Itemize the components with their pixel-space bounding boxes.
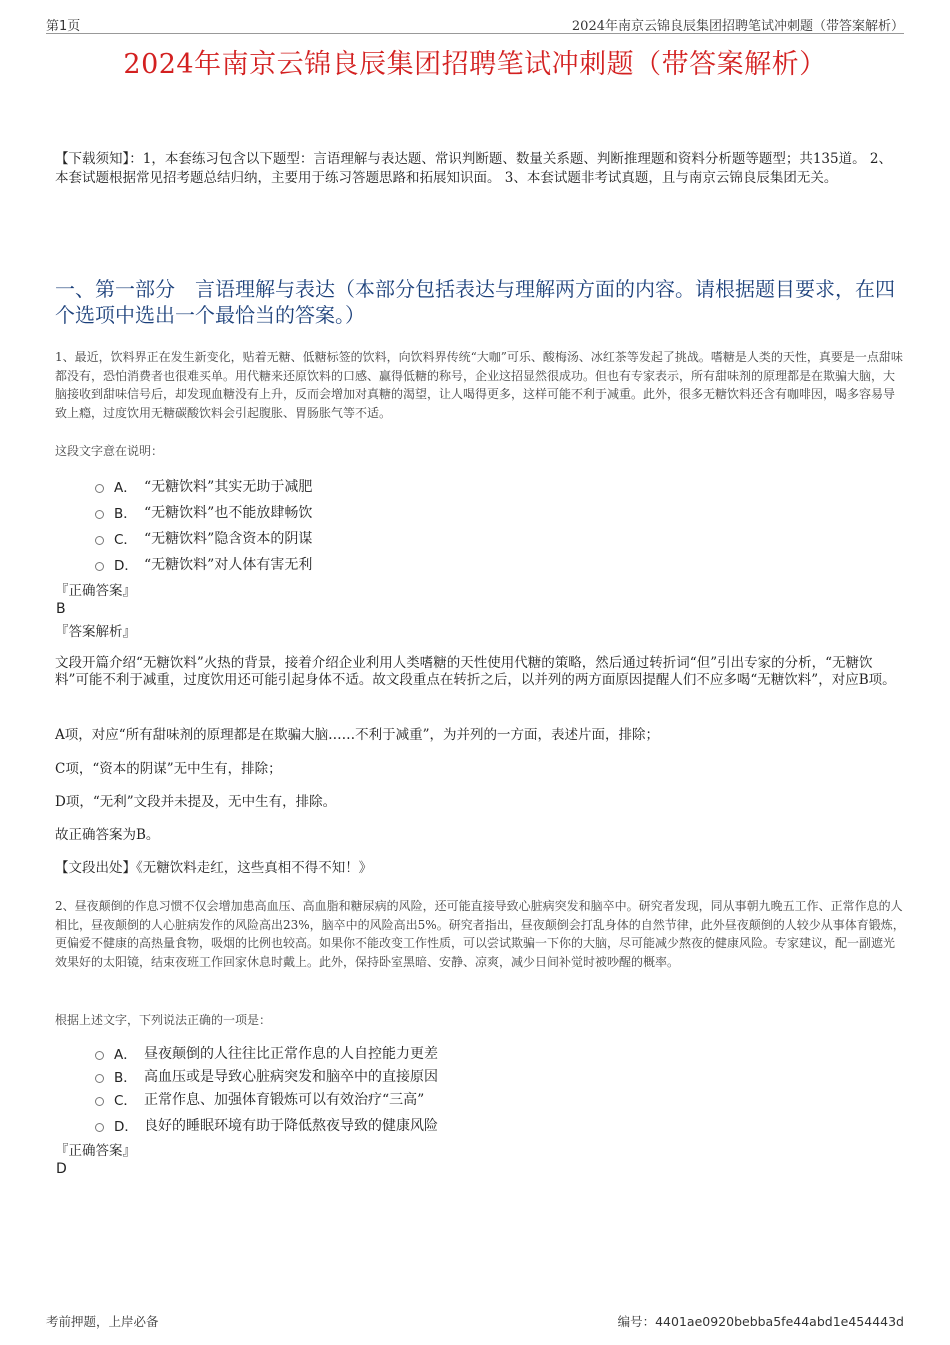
radio-icon[interactable] <box>95 536 104 545</box>
analysis-source: 【文段出处】《无糖饮料走红，这些真相不得不知！》 <box>55 860 373 876</box>
option-text: 良好的睡眠环境有助于降低熬夜导致的健康风险 <box>144 1118 438 1134</box>
question-2-option-d[interactable] <box>95 1112 595 1138</box>
question-1-option-d[interactable] <box>95 551 595 577</box>
question-1-options <box>95 473 595 577</box>
document-title: 2024年南京云锦良辰集团招聘笔试冲刺题（带答案解析） <box>123 49 827 80</box>
question-2-answer: D <box>56 1161 67 1177</box>
radio-icon[interactable] <box>95 1074 104 1083</box>
option-text: 高血压或是导致心脏病突发和脑卒中的直接原因 <box>144 1069 438 1085</box>
question-1-text: 1、最近，饮料界正在发生新变化，贴着无糖、低糖标签的饮料，向饮料界传统“大咖”可乐、酸梅汤、冰红茶等发起了挑战。嗜糖是人类的天性，真要是一点甜味都没有，恐怕消费者也很难买单。用代糖来还原饮料的口感、赢得低糖的称号，企业这招显然很成功。但也有专家表示，所有甜味剂的原理都是在欺骗大脑，大脑接收到甜味信号后，却发现血糖没有上升，反而会增加对真糖的渴望，让人喝得更多，这样可能不利于减重。此外，很多无糖饮料还含有咖啡因，喝多容易导致上瘾，过度饮用无糖碳酸饮料会引起腹胀、胃肠胀气等不适。 <box>55 350 903 420</box>
question-1-answer-label: 『正确答案』 <box>55 583 136 599</box>
analysis-paragraph: D项，“无利”文段并未提及，无中生有，排除。 <box>55 794 337 810</box>
radio-icon[interactable] <box>95 1123 104 1132</box>
option-letter: A． <box>114 1047 137 1063</box>
option-letter: C． <box>114 1093 137 1109</box>
question-1-option-b[interactable] <box>95 499 595 525</box>
question-2-text: 2、昼夜颠倒的作息习惯不仅会增加患高血压、高血脂和糖尿病的风险，还可能直接导致心脏病突发和脑卒中。研究者发现，同从事朝九晚五工作、正常作息的人相比，昼夜颠倒的人心脏病发作的风险高出23%，脑卒中的风险高出5%。研究者指出，昼夜颠倒会打乱身体的自然节律，此外昼夜颠倒的人较少从事体育锻炼，更偏爱不健康的高热量食物，吸烟的比例也较高。如果你不能改变工作性质，可以尝试欺骗一下你的大脑，尽可能减少熬夜的健康风险。专家建议，配一副遮光效果好的太阳镜，结束夜班工作回家休息时戴上。此外，保持卧室黑暗、安静、凉爽，减少日间补觉时被吵醒的概率。 <box>55 899 905 969</box>
page-header <box>46 14 904 34</box>
header-doc-title: 2024年南京云锦良辰集团招聘笔试冲刺题（带答案解析） <box>571 19 904 34</box>
radio-icon[interactable] <box>95 562 104 571</box>
footer-code <box>618 1312 904 1330</box>
question-2-prompt: 根据上述文字，下列说法正确的一项是： <box>55 1013 272 1027</box>
analysis-paragraph: C项，“资本的阴谋”无中生有，排除； <box>55 761 282 777</box>
option-letter: D． <box>114 1119 138 1135</box>
question-1-analysis-label: 『答案解析』 <box>55 624 136 640</box>
question-2-answer-label: 『正确答案』 <box>55 1143 136 1159</box>
radio-icon[interactable] <box>95 1051 104 1060</box>
section-heading: 一、第一部分 言语理解与表达（本部分包括表达与理解两方面的内容。请根据题目要求，在四个选项中选出一个最恰当的答案。） <box>55 277 895 327</box>
option-letter: C． <box>114 532 137 548</box>
question-1-answer: B <box>56 601 66 617</box>
option-text: 正常作息、加强体育锻炼可以有效治疗“三高” <box>144 1092 425 1108</box>
analysis-paragraph: 文段开篇介绍“无糖饮料”火热的背景，接着介绍企业利用人类嗜糖的天性使用代糖的策略，然后通过转折词“但”引出专家的分析，“无糖饮料”可能不利于减重，过度饮用还可能引起身体不适。故文段重点在转折之后，以并列的两方面原因提醒人们不应多喝“无糖饮料”，对应B项。 <box>55 655 896 688</box>
option-letter: A． <box>114 480 137 496</box>
option-letter: D． <box>114 558 138 574</box>
radio-icon[interactable] <box>95 484 104 493</box>
option-text: 昼夜颠倒的人往往比正常作息的人自控能力更差 <box>144 1046 438 1062</box>
analysis-paragraph: A项，对应“所有甜味剂的原理都是在欺骗大脑……不利于减重”，为并列的一方面，表述片面，排除； <box>55 727 660 743</box>
analysis-paragraph: 故正确答案为B。 <box>55 827 160 843</box>
radio-icon[interactable] <box>95 510 104 519</box>
question-1-option-a[interactable] <box>95 473 595 499</box>
option-text: “无糖饮料”也不能放肆畅饮 <box>144 505 313 521</box>
question-2-option-b[interactable] <box>95 1066 595 1086</box>
question-2-option-a[interactable] <box>95 1040 595 1066</box>
option-text: “无糖饮料”其实无助于减肥 <box>144 479 313 495</box>
question-1-prompt: 这段文字意在说明： <box>55 444 164 458</box>
download-notice: 【下载须知】：1，本套练习包含以下题型：言语理解与表达题、常识判断题、数量关系题、判断推理题和资料分析题等题型；共135道。 2、本套试题根据常见招考题总结归纳，主要用于练习答题思路和拓展知识面。 3、本套试题非考试真题，且与南京云锦良辰集团无关。 <box>55 151 892 186</box>
option-text: “无糖饮料”隐含资本的阴谋 <box>144 531 313 547</box>
option-letter: B． <box>114 1070 137 1086</box>
option-letter: B． <box>114 506 137 522</box>
footer-slogan: 考前押题，上岸必备 <box>46 1314 159 1329</box>
page-number: 第1页 <box>46 19 81 34</box>
question-2-option-c[interactable] <box>95 1086 595 1112</box>
question-2-options <box>95 1040 595 1138</box>
footer-code-value: 4401ae0920bebba5fe44abd1e454443d <box>655 1314 904 1329</box>
option-text: “无糖饮料”对人体有害无利 <box>144 557 313 573</box>
radio-icon[interactable] <box>95 1097 104 1106</box>
footer-code-label: 编号： <box>617 1314 656 1329</box>
question-1-option-c[interactable] <box>95 525 595 551</box>
